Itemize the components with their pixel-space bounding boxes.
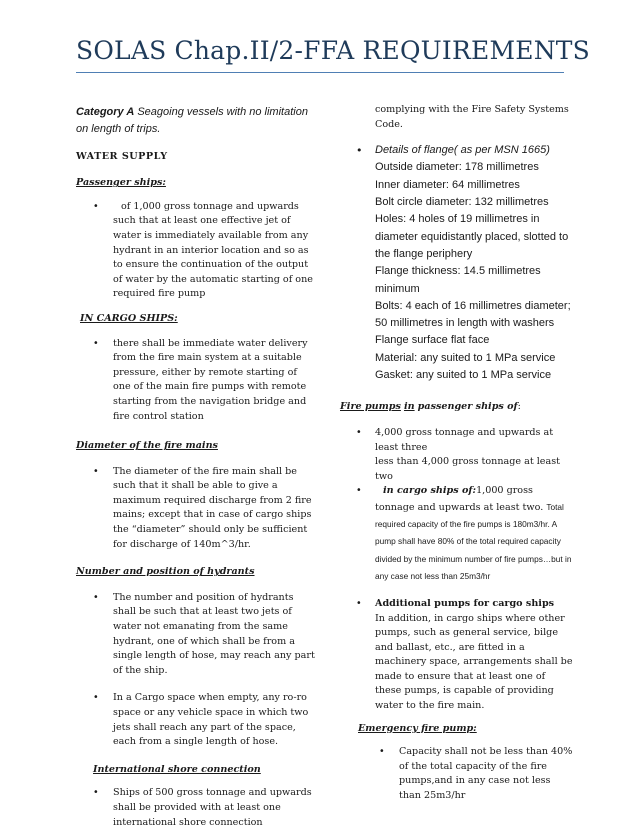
emergency-list (342, 745, 574, 803)
cargo-list (76, 337, 316, 425)
list-item (342, 426, 574, 484)
left-column (76, 104, 316, 830)
passenger-list (76, 200, 316, 302)
category-paragraph (76, 104, 316, 139)
flange-line: Gasket: any suited to 1 MPa service (375, 369, 552, 382)
shore-connection-heading: International shore connection (93, 763, 261, 775)
fire-pumps-heading (340, 400, 574, 415)
list-item (76, 691, 316, 749)
list-item (76, 591, 316, 679)
emergency-pump-heading: Emergency fire pump: (358, 722, 477, 734)
pumps-bullet-2-label: in cargo ships of: (383, 485, 477, 497)
title-underline (76, 72, 564, 73)
additional-text: In addition, in cargo ships where other pumps, such as general service, bilge and ballast, etc., are fitted in a machinery space, arrangements shall be made to ensure that at least one of these pumps, is capable of providing water to the fire main. (375, 612, 573, 712)
list-item (342, 745, 574, 803)
shore-list (76, 786, 316, 830)
diameter-heading: Diameter of the fire mains (76, 440, 218, 452)
shore-bullet-text: Ships of 500 gross tonnage and upwards shall be provided with at least one international shore connection (113, 787, 312, 828)
flange-line: Outside diameter: 178 millimetres (375, 161, 539, 174)
hydrants-bullet-2-text: In a Cargo space when empty, any ro-ro space or any vehicle space in which two jets shall reach any part of the space, each from a single length of hose. (113, 692, 309, 748)
hydrants-list (76, 591, 316, 750)
fire-pumps-list (342, 426, 574, 585)
additional-heading: • Additional pumps for cargo ships (375, 597, 555, 609)
shore-continuation-text: complying with the Fire Safety Systems Code. (375, 104, 569, 130)
fire-pumps-heading-c: passenger ships of (417, 401, 518, 413)
fire-pumps-heading-b: in (403, 401, 415, 413)
hydrants-heading: Number and position of hydrants (76, 566, 255, 578)
flange-list (342, 142, 574, 384)
pumps-bullet-2-small: Total required capacity of the fire pumps is 180m3/hr. A pump shall have 80% of the total required capacity divided by the minimum number of fire pumps…but in any case not less than 25m3/hr (375, 501, 572, 581)
list-item (76, 465, 316, 553)
emergency-bullet-text: Capacity shall not be less than 40% of the total capacity of the fire pumps,and in any case not less than 25m3/hr (399, 746, 573, 802)
flange-line: Flange thickness: 14.5 millimetres minimum (375, 265, 541, 295)
list-item (76, 200, 316, 302)
flange-line: Material: any suited to 1 MPa service (375, 351, 556, 364)
pumps-bullet-1-text: • 4,000 gross tonnage and upwards at least three (375, 426, 554, 453)
list-item (342, 484, 574, 585)
fire-pumps-heading-a: Fire pumps (340, 401, 401, 413)
flange-heading: Details of flange( as per MSN 1665) (375, 144, 550, 157)
passenger-ships-heading: Passenger ships: (76, 177, 166, 189)
list-item (76, 337, 316, 425)
pumps-bullet-1b-text: less than 4,000 gross tonnage at least two (375, 456, 560, 482)
diameter-bullet-text: The diameter of the fire main shall be such that it shall be able to give a maximum required discharge from 2 fire mains; except that in case of cargo ships the “diameter” should only be sufficient for discharge of 140m^3/hr. (113, 465, 312, 550)
list-item (342, 142, 574, 384)
page-title: SOLAS Chap.II/2-FFA REQUIREMENTS (76, 36, 590, 65)
flange-line: Bolt circle diameter: 132 millimetres (375, 196, 549, 209)
list-item (76, 786, 316, 830)
pumps-bullet-2-text: 1,000 gross tonnage and upwards at least two. (375, 485, 544, 513)
water-supply-heading: WATER SUPPLY (76, 150, 168, 162)
fire-pumps-heading-colon: : (517, 401, 521, 413)
additional-list (342, 597, 574, 714)
flange-line: Inner diameter: 64 millimetres (375, 178, 520, 191)
flange-line: Flange surface flat face (375, 334, 490, 347)
flange-line: Holes: 4 holes of 19 millimetres in diameter equidistantly placed, slotted to the flange periphery (375, 213, 569, 260)
list-item (342, 597, 574, 714)
diameter-list (76, 465, 316, 553)
cargo-bullet-text: there shall be immediate water delivery from the fire main system at a suitable pressure, either by remote starting of one of the main fire pumps with remote starting from the navigation bridge and fire control station (113, 337, 308, 422)
category-text: Seagoing vessels with no limitation on length of trips. (76, 106, 308, 136)
passenger-bullet-text: of 1,000 gross tonnage and upwards such that at least one effective jet of water is immediately available from any hydrant in an interior location and so as to ensure the continuation of the output of water by the automatic starting of one required fire pump (113, 200, 313, 300)
flange-line: Bolts: 4 each of 16 millimetres diameter; 50 millimetres in length with washers (375, 299, 571, 330)
hydrants-bullet-1-text: The number and position of hydrants shall be such that at least two jets of water not emanating from the same hydrant, one of which shall be from a single length of hose, may reach any part of the ship. (113, 591, 315, 676)
category-label: Category A (76, 106, 135, 118)
cargo-ships-heading: IN CARGO SHIPS: (80, 312, 178, 324)
right-column (342, 103, 574, 804)
